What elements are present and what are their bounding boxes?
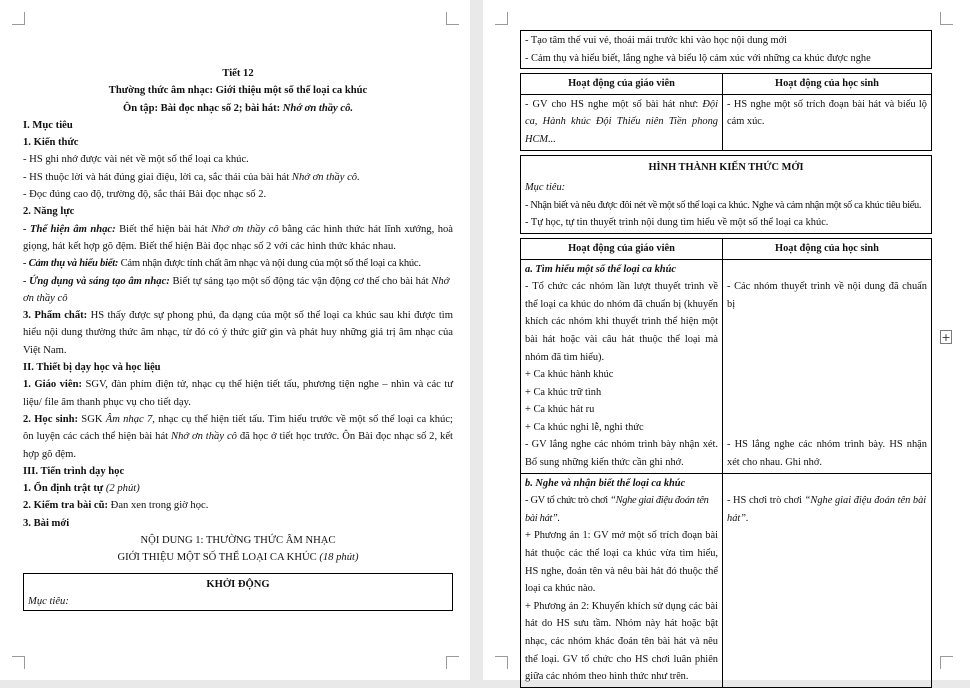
text: HS thấy được sự phong phú, đa dạng của một số thể loại ca khúc sau khi được tìm hiểu nội dung thường thức âm nhạc, từ đó có ý thức giữ gìn và phát huy những giá trị âm nhạc của Việt Nam.	[23, 310, 453, 356]
song-name: Nhớ ơn thầy cô	[171, 431, 237, 443]
table-header-row	[521, 238, 932, 259]
duration: (2 phút)	[103, 483, 140, 495]
paragraph: - HS ghi nhớ được vài nét về một số thể loại ca khúc.	[23, 154, 249, 166]
paragraph	[23, 480, 453, 497]
table-row	[521, 31, 932, 69]
song-list: Đội ca, Hành khúc Đội Thiếu niên Tiền phong HCM...	[525, 98, 718, 145]
text: SGK	[78, 413, 106, 425]
label: - Thể hiện âm nhạc:	[23, 223, 116, 235]
crop-mark	[446, 12, 459, 25]
crop-mark	[12, 656, 25, 669]
section-cell	[521, 155, 932, 233]
paragraph: - Đọc đúng cao độ, trường độ, sắc thái Bài đọc nhạc số 2.	[23, 189, 267, 201]
box-title: KHỞI ĐỘNG	[206, 578, 270, 590]
text: bằng các hình thức hát lĩnh xướng, hoà giọng, hát kết hợp gõ đệm. Biết thể hiện Bài đọc nhạc số 2 với các hình thức khác nhau.	[23, 223, 453, 252]
list-item: + Ca khúc trữ tình	[525, 386, 602, 398]
objective-label: Mục tiêu:	[525, 182, 566, 194]
document-page-right	[483, 0, 970, 683]
lesson-table	[520, 30, 932, 688]
page-content	[23, 65, 453, 611]
paragraph: + Phương án 1: GV mở một số trích đoạn bài hát thuộc các thể loại ca khúc vừa tìm hiểu, HS nghe, đoán tên và nêu bài hát đó thuộc thể loại ca khúc nào.	[525, 530, 718, 595]
section-heading: II. Thiết bị dạy học và học liệu	[23, 362, 161, 374]
table-row	[521, 94, 932, 150]
content-heading: NỘI DUNG 1: THƯỜNG THỨC ÂM NHẠC	[140, 535, 336, 547]
list-item: + Ca khúc hát ru	[525, 404, 595, 416]
paragraph	[525, 492, 718, 527]
crop-mark	[495, 12, 508, 25]
text: - GV cho HS nghe một số bài hát như:	[525, 98, 703, 110]
table-row	[521, 473, 932, 687]
paragraph: - GV lắng nghe các nhóm trình bày nhận xét. Bổ sung những kiến thức cần ghi nhớ.	[525, 439, 718, 469]
crop-mark	[940, 656, 953, 669]
table-row	[521, 259, 932, 473]
section-title: HÌNH THÀNH KIẾN THỨC MỚI	[648, 161, 804, 173]
list-item: + Ca khúc hành khúc	[525, 369, 614, 381]
paragraph: - Cảm thụ và hiểu biết, lắng nghe và biểu lộ cảm xúc với những ca khúc được nghe	[525, 52, 871, 64]
text: Biết thể hiện bài hát	[115, 223, 212, 235]
student-cell	[723, 473, 932, 687]
teacher-cell	[521, 259, 723, 473]
song-name: Nhớ ơn thầy cô.	[282, 102, 354, 114]
paragraph	[23, 255, 453, 272]
activity-title: b. Nghe và nhận biết thể loại ca khúc	[525, 477, 686, 489]
list-item: + Ca khúc nghi lễ, nghi thức	[525, 421, 644, 433]
document-page-left	[0, 0, 470, 680]
warmup-box	[23, 573, 453, 611]
crop-mark	[446, 656, 459, 669]
student-cell: - HS nghe một số trích đoạn bài hát và biểu lộ cảm xúc.	[723, 94, 932, 150]
label: 1. Giáo viên:	[23, 379, 82, 391]
section-heading: III. Tiến trình dạy học	[23, 465, 125, 477]
label: 1. Ổn định trật tự	[23, 483, 104, 495]
text: - HS thuộc lời và hát đúng giai điệu, lời ca, sắc thái của bài hát	[23, 171, 292, 183]
text: - HS chơi trò chơi	[727, 495, 805, 507]
song-name: Nhớ ơn thầy cô	[23, 275, 450, 304]
crop-mark	[495, 656, 508, 669]
paragraph	[23, 376, 453, 411]
text: Đan xen trong giờ học.	[108, 500, 209, 512]
game-name: “Nghe giai điệu đoán tên bài hát”.	[727, 495, 927, 524]
teacher-cell	[521, 94, 723, 150]
paragraph	[727, 492, 927, 527]
paragraph: - Tạo tâm thế vui vẻ, thoải mái trước khi vào học nội dung mới	[525, 35, 787, 46]
subsection-heading: 3. Bài mới	[23, 517, 70, 529]
column-header-teacher: Hoạt động của giáo viên	[521, 238, 723, 259]
section-heading: I. Mục tiêu	[23, 119, 73, 131]
lesson-subtitle: Thường thức âm nhạc: Giới thiệu một số thể loại ca khúc	[108, 85, 368, 97]
text: SGV, đàn phím điện tử, nhạc cụ thể hiện tiết tấu, phương tiện nghe – nhìn và các tư liệu/ file âm thanh phục vụ cho tiết dạy.	[23, 379, 453, 408]
subsection-heading: 2. Năng lực	[23, 206, 75, 218]
text: , nhạc cụ thể hiện tiết tấu. Tìm hiểu trước về một số thể loại ca khúc; ôn luyện các cách thể hiện bài hát	[23, 413, 453, 443]
crop-mark	[940, 12, 953, 25]
paragraph: - Tự học, tự tin thuyết trình nội dung tìm hiểu về một số thể loại ca khúc.	[525, 217, 829, 229]
paragraph	[23, 169, 453, 186]
paragraph	[23, 273, 453, 308]
box-objective-label: Mục tiêu:	[28, 595, 69, 607]
paragraph: - HS lắng nghe các nhóm trình bày. HS nhận xét cho nhau. Ghi nhớ.	[727, 439, 927, 468]
song-name: Nhớ ơn thầy cô	[211, 223, 279, 235]
student-cell	[723, 259, 932, 473]
paragraph	[23, 411, 453, 463]
paragraph: - Các nhóm thuyết trình về nội dung đã chuẩn bị	[727, 281, 927, 310]
paragraph	[23, 221, 453, 256]
objectives-cell	[521, 31, 932, 69]
add-row-button[interactable]: +	[941, 331, 951, 344]
teacher-cell	[521, 473, 723, 687]
column-header-teacher: Hoạt động của giáo viên	[521, 74, 723, 95]
text: GIỚI THIỆU MỘT SỐ THỂ LOẠI CA KHÚC	[117, 552, 320, 564]
text: Ôn tập: Bài đọc nhạc số 2; bài hát:	[122, 102, 283, 114]
paragraph: - Tổ chức các nhóm lần lượt thuyết trình về thể loại ca khúc do nhóm đã chuẩn bị (khuyến khích các nhóm khi thuyết trình thể hiện một bài hát hoặc vài câu hát thuộc thể loại mà nhóm đã tìm hiểu).	[525, 281, 718, 363]
label: - Ứng dụng và sáng tạo âm nhạc:	[23, 275, 170, 287]
paragraph	[23, 497, 453, 514]
text: Biết tự sáng tạo một số động tác vận động cơ thể cho bài hát	[169, 275, 432, 287]
label: 2. Kiểm tra bài cũ:	[23, 500, 109, 512]
song-name: Nhớ ơn thầy cô.	[291, 171, 360, 183]
book-name: Âm nhạc 7	[105, 413, 153, 425]
text: - GV tổ chức trò chơi	[525, 495, 611, 507]
text: Cảm nhận được tính chất âm nhạc và nội dung của một số thể loại ca khúc.	[118, 258, 421, 270]
duration: (18 phút)	[319, 552, 359, 564]
label: 3. Phẩm chất:	[23, 310, 88, 322]
lesson-title: Tiết 12	[222, 68, 254, 79]
label: - Cảm thụ và hiểu biết:	[23, 258, 119, 270]
column-header-student: Hoạt động của học sinh	[723, 74, 932, 95]
paragraph: + Phương án 2: Khuyến khích sử dụng các bài hát do HS sưu tầm. Nhóm này hát hoặc bật nhạc, các nhóm khác đoán tên bài hát và nêu thể loại. GV tổ chức cho HS chơi luân phiên giữa các nhóm theo hình thức như trên.	[525, 600, 718, 683]
column-header-student: Hoạt động của học sinh	[723, 238, 932, 259]
content-subheading	[23, 549, 453, 566]
subsection-heading: 1. Kiến thức	[23, 137, 79, 149]
label: 2. Học sinh:	[23, 413, 79, 425]
crop-mark	[12, 12, 25, 25]
game-name: “Nghe giai điệu đoán tên bài hát”.	[525, 495, 709, 524]
paragraph: - Nhận biết và nêu được đôi nét về một số thể loại ca khúc. Nghe và cảm nhận một số ca khúc tiêu biểu.	[525, 199, 922, 211]
table-row	[521, 155, 932, 233]
table-header-row	[521, 74, 932, 95]
paragraph	[23, 307, 453, 359]
lesson-subtitle-2	[23, 100, 453, 117]
activity-title: a. Tìm hiểu một số thể loại ca khúc	[525, 263, 676, 275]
text: đã học ở tiết học trước. Ôn Bài đọc nhạc số 2, kết hợp gõ đệm.	[23, 431, 453, 460]
